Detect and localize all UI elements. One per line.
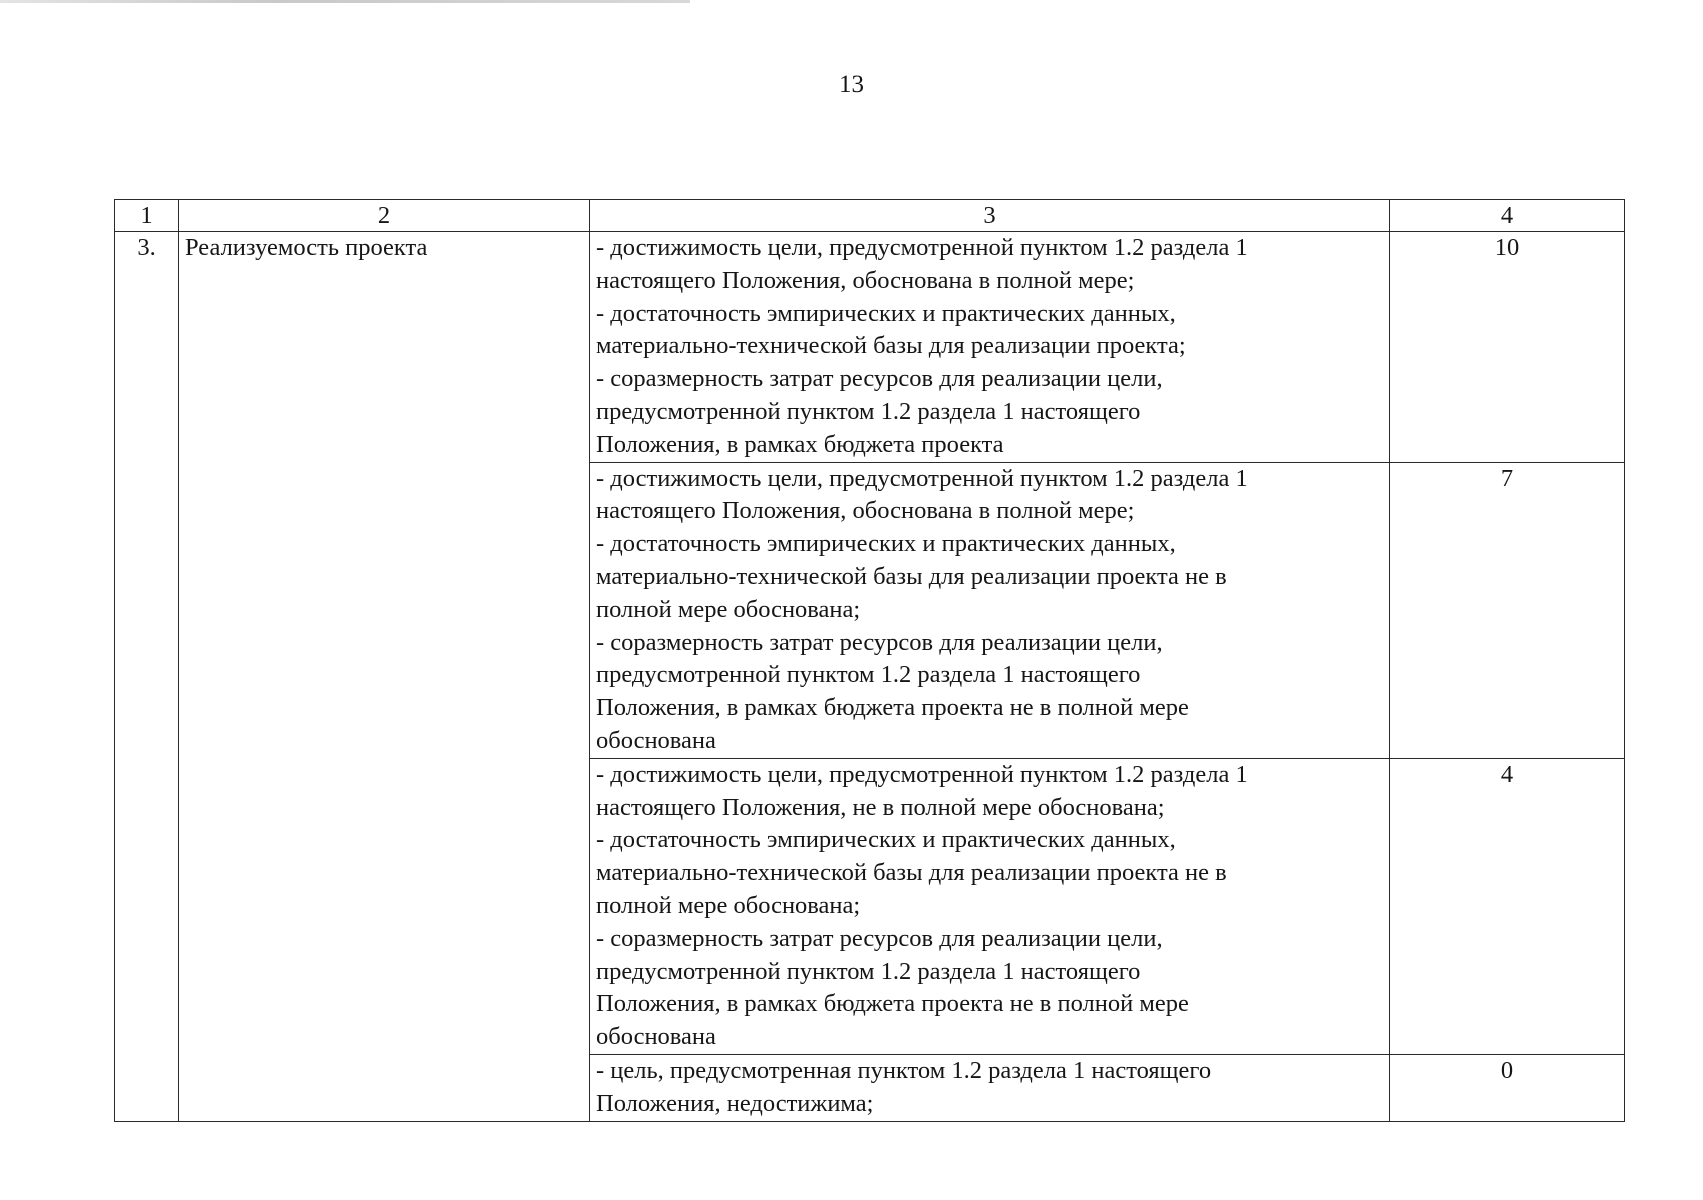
table-header-row xyxy=(115,200,1625,232)
description-line: полной мере обоснована; xyxy=(596,891,861,919)
description-line: - достаточность эмпирических и практических данных, xyxy=(596,826,1176,854)
scan-edge-line xyxy=(0,0,690,3)
description-line: предусмотренной пунктом 1.2 раздела 1 настоящего xyxy=(596,661,1141,689)
score-description-cell xyxy=(590,232,1390,463)
description-line: - достижимость цели, предусмотренной пунктом 1.2 раздела 1 xyxy=(596,464,1248,492)
score-points-cell: 0 xyxy=(1390,1054,1625,1121)
description-line: - соразмерность затрат ресурсов для реализации цели, xyxy=(596,924,1163,952)
description-line: предусмотренной пунктом 1.2 раздела 1 настоящего xyxy=(596,397,1141,425)
score-points-cell: 10 xyxy=(1390,232,1625,463)
description-line: настоящего Положения, обоснована в полной мере; xyxy=(596,266,1135,294)
table-row xyxy=(115,232,1625,463)
description-line: - соразмерность затрат ресурсов для реализации цели, xyxy=(596,365,1163,393)
description-line: - достаточность эмпирических и практических данных, xyxy=(596,299,1176,327)
description-line: обоснована xyxy=(596,726,716,754)
description-line: предусмотренной пунктом 1.2 раздела 1 настоящего xyxy=(596,957,1141,985)
header-cell-1: 1 xyxy=(115,200,179,232)
header-cell-2: 2 xyxy=(179,200,590,232)
criteria-table xyxy=(114,199,1625,1122)
score-description-cell xyxy=(590,462,1390,758)
description-line: обоснована xyxy=(596,1023,716,1051)
criterion-number-cell: 3. xyxy=(115,232,179,1122)
description-line: - цель, предусмотренная пунктом 1.2 раздела 1 настоящего xyxy=(596,1056,1212,1084)
description-line: Положения, недостижима; xyxy=(596,1089,874,1117)
description-line: материально-технической базы для реализации проекта не в xyxy=(596,859,1227,887)
score-description-cell xyxy=(590,758,1390,1054)
header-cell-4: 4 xyxy=(1390,200,1625,232)
description-line: полной мере обоснована; xyxy=(596,595,861,623)
page-number: 13 xyxy=(839,71,864,98)
criterion-name-cell: Реализуемость проекта xyxy=(179,232,590,1122)
description-line: материально-технической базы для реализации проекта не в xyxy=(596,562,1227,590)
description-line: настоящего Положения, обоснована в полной мере; xyxy=(596,497,1135,525)
description-line: - достижимость цели, предусмотренной пунктом 1.2 раздела 1 xyxy=(596,234,1248,261)
description-line: настоящего Положения, не в полной мере обоснована; xyxy=(596,793,1165,821)
score-points-cell: 4 xyxy=(1390,758,1625,1054)
score-points-cell: 7 xyxy=(1390,462,1625,758)
score-description-cell xyxy=(590,1054,1390,1121)
description-line: - соразмерность затрат ресурсов для реализации цели, xyxy=(596,628,1163,656)
description-line: - достижимость цели, предусмотренной пунктом 1.2 раздела 1 xyxy=(596,760,1248,788)
description-line: Положения, в рамках бюджета проекта не в полной мере xyxy=(596,990,1189,1018)
header-cell-3: 3 xyxy=(590,200,1390,232)
description-line: - достаточность эмпирических и практических данных, xyxy=(596,530,1176,558)
description-line: Положения, в рамках бюджета проекта xyxy=(596,430,1004,458)
description-line: материально-технической базы для реализации проекта; xyxy=(596,332,1186,360)
description-line: Положения, в рамках бюджета проекта не в полной мере xyxy=(596,694,1189,722)
